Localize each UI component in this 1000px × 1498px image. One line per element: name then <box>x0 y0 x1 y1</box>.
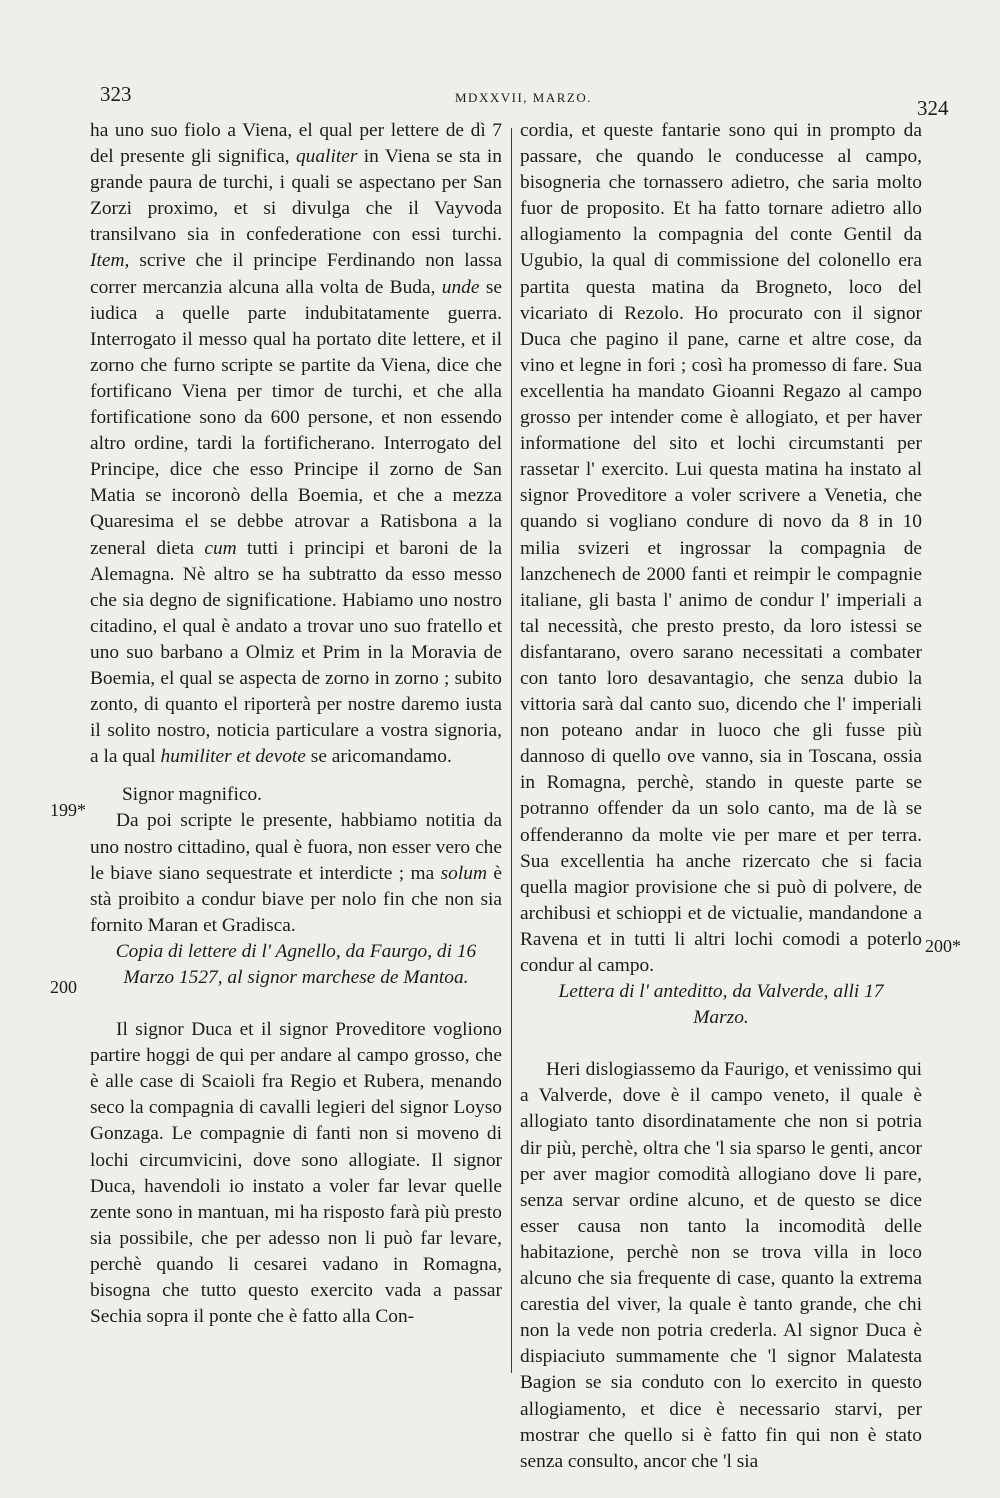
page-number-right: 324 <box>917 96 949 120</box>
letter-heading: Copia di lettere di l' Agnello, da Faurgo, di 16 Marzo 1527, al signor marchese de Mantoa. <box>115 940 477 988</box>
letter-paragraph: Il signor Duca et il signor Proveditore vogliono partire hoggi de qui per andare al campo grosso, che è alle case di Scaioli fra Regio et Rubera, menando seco la compagnia di cavalli legieri del signor Loyso Gonzaga. Le compagnie di fanti non si moveno di lochi circumvicini, dove sono allogiate. Il signor Duca, havendoli io instato a voler far levar quelle zente sono in mantuan, mi ha risposto farà più presto sia possibile, che per adesso non li può far levare, perchè quando li cesarei vadano in Romagna, bisogna che tutto questo exercito vada a passar Sechia sopra il ponte che è fatto alla Con- <box>90 1019 502 1328</box>
paragraph-continued: ha uno suo fiolo a Viena, el qual per lettere de dì 7 del presente gli significa, qualiter in Viena se sta in grande paura de turchi, i quali se aspectano per San Zorzi proximo, et si divulga che il Vayvoda transilvano sia in confederatione con essi turchi. Item, scrive che il principe Ferdinando non lassa correr mercanzia alcuna alla volta de Buda, unde se iudica a quelle parte indubitatamente guerra. Interrogato il messo qual ha portato dite lettere, et il zorno che furno scripte se partite da Viena, dice che fortificano Viena per timor de turchi, et che alla fortificatione sono da 600 persone, et non essendo altro ordine, tardi la fortificherano. Interrogato del Principe, dice che esso Principe il zorno de San Matia se incoronò della Boemia, et che a mezza Quaresima el se debbe atrovar a Ratisbona a la zeneral dieta cum tutti i principi et baroni de la Alemagna. Nè altro se ha subtratto da esso messo che sia degno de significatione. Habiamo uno nostro citadino, el qual è andato a trovar uno suo fratello et uno suo barbano a Olmiz et Prim in la Moravia de Boemia, el qual se aspecta de zorno in zorno ; subito zonto, di quanto el riporterà per nostre daremo iusta il solito nostro, noticia particulare a vostra signoria, a la qual humiliter et devote se aricomandamo. <box>90 120 502 768</box>
salutation: Signor magnifico. <box>122 784 263 806</box>
italic-phrase: solum <box>440 862 487 884</box>
left-column <box>90 118 502 1330</box>
italic-phrase: qualiter <box>295 146 358 168</box>
margin-number-199: 199* <box>50 800 86 820</box>
postscript-paragraph: Da poi scripte le presente, habbiamo notitia da uno nostro cittadino, qual è fuora, non esser vero che le biave siano sequestrate et interdicte ; ma solum è stà proibito a condur biave per nolo fin che non sia fornito Maran et Gradisca. <box>90 810 502 936</box>
right-column <box>520 118 922 1475</box>
italic-phrase: humiliter et devote <box>160 746 306 768</box>
paragraph-continued: cordia, et queste fantarie sono qui in prompto da passare, che quando le conducesse al campo, bisogneria che tornassero adietro, che saria molto fuor de proposito. Et ha fatto tornare adietro allo allogiamento la compagnia del conte Gentil da Ugubio, la qual di commissione del colonello era partita questa matina da Brogneto, loco del vicariato di Rezolo. Ho procurato con il signor Duca che pagino il pane, carne et altre cose, da vino et legne in fori ; così ha promesso di fare. Sua excellentia ha mandato Gioanni Regazo al campo grosso per intender come è allogiato, et per haver informatione del sito et lochi circumstanti per rassetar l' exercito. Lui questa matina ha instato al signor Proveditore a voler scrivere a Venetia, che quando si vogliano condure di novo da 8 in 10 milia svizeri et ingrossar la compagnia de lanzchenech de 2000 fanti et reimpir le compagnie italiane, gli basta l' animo de condur l' imperiali a tal necessità, che presto presto, da loro istessi se disfantarano, overo sarano necessitati a combater con tanto loro desavantagio, che senza dubio la vittoria sarà dal canto suo, dicendo che l' imperiali non poteano andar in luoco che gli fusse più dannoso di quello ove vanno, sia in Toscana, ossia in Romagna, perchè, stando in queste parte se potranno offender da un solo canto, ma de là se offenderanno da molte vie per mare et per terra. Sua excellentia ha anche rizercato che si facia quella magior provisione che si può di polvere, de archibusi et schioppi et de victualie, mandandone a Ravena et in tutti li altri lochi comodi a poterlo condur al campo. <box>520 120 922 976</box>
margin-number-200-right: 200* <box>925 936 961 956</box>
letter-heading: Lettera di l' anteditto, da Valverde, alli 17 Marzo. <box>558 981 884 1029</box>
page-number-left: 323 <box>100 82 132 106</box>
italic-phrase: Item, <box>90 250 130 272</box>
column-divider <box>511 128 512 1373</box>
letter-paragraph: Heri dislogiassemo da Faurigo, et venissimo qui a Valverde, dove è il campo veneto, il quale è allogiato tanto disordinatamente che non si potria dir più, perchè, oltra che 'l sia sparso le genti, ancor per aver magior comodità allogiano dove li pare, senza servar ordine alcuno, et de questo se dice esser causa non tanto la incomodità delle habitazione, perchè non se trova villa in loco alcuno che sia frequente di case, quanto la extrema carestia del viver, la quale è tanto grande, che chi non la vede non potria crederla. Al signor Duca è dispiaciuto summamente che 'l signor Malatesta Bagion se sia conduto con lo exercito in questo allogiamento, et dice è necessario starvi, per mostrar che quello si è fatto fin qui non è stato senza consulto, ancor che 'l sia <box>520 1059 922 1472</box>
margin-number-200-left: 200 <box>50 977 77 997</box>
running-head: MDXXVII, MARZO. <box>455 90 592 105</box>
page-header <box>0 80 1000 120</box>
italic-phrase: unde <box>441 276 480 298</box>
italic-phrase: cum <box>204 537 237 559</box>
